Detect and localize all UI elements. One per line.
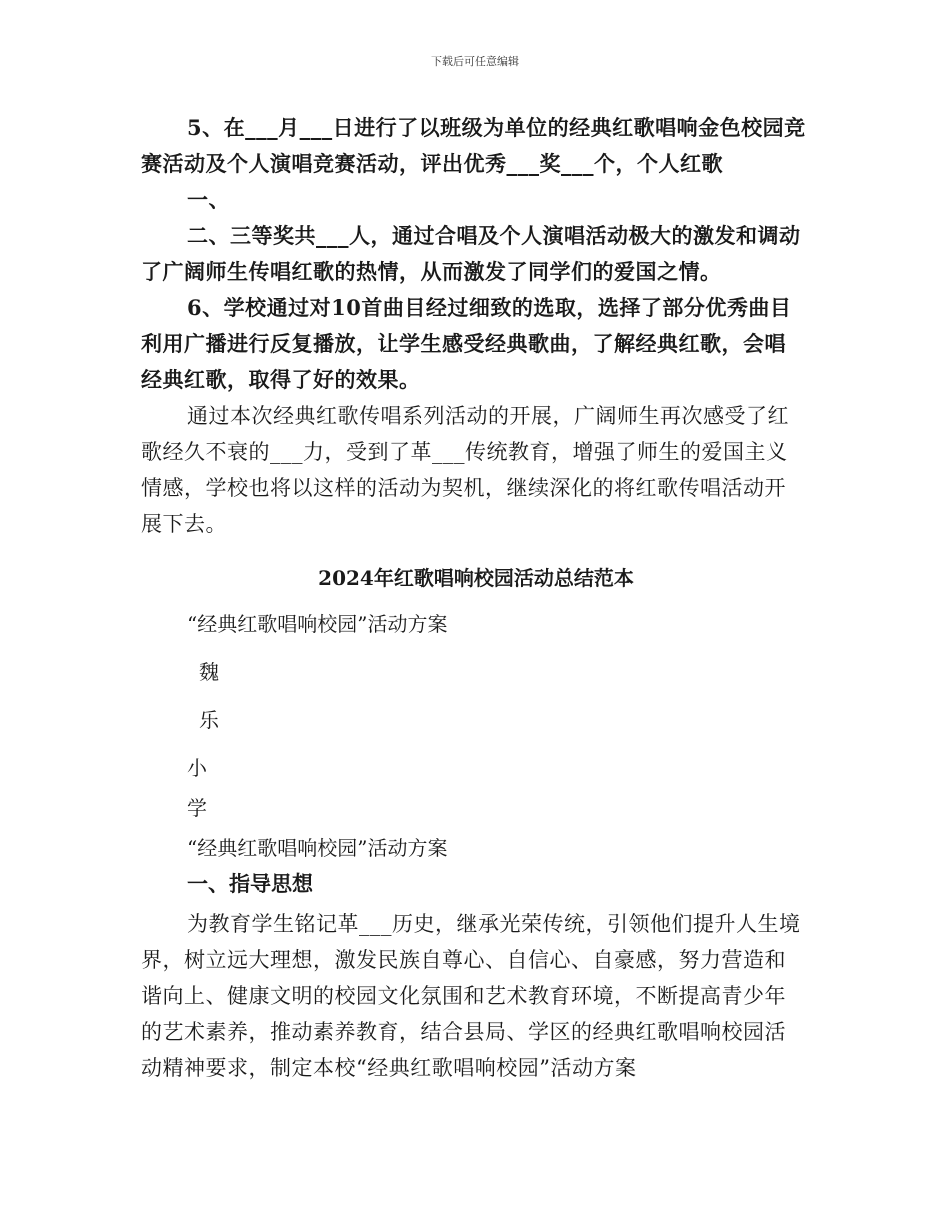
author-char: 魏 <box>199 660 219 684</box>
paragraph-line: 歌经久不衰的___力，受到了革___传统教育，增强了师生的爱国主义 <box>141 440 788 464</box>
plan-heading: “经典红歌唱响校园”活动方案 <box>187 836 448 860</box>
document-title: 2024年红歌唱响校园活动总结范本 <box>318 566 634 590</box>
author-char: 乐 <box>199 708 219 732</box>
page-header: 下载后可任意编辑 <box>431 55 519 68</box>
paragraph-line: 的艺术素养，推动素养教育，结合县局、学区的经典红歌唱响校园活 <box>141 1020 786 1044</box>
paragraph-line: 了广阔师生传唱红歌的热情，从而激发了同学们的爱国之情。 <box>141 259 722 284</box>
author-char: 学 <box>187 796 207 820</box>
section-heading: 一、指导思想 <box>187 871 313 896</box>
paragraph-line: 展下去。 <box>141 512 227 536</box>
paragraph-line: 动精神要求，制定本校“经典红歌唱响校园”活动方案 <box>141 1056 637 1080</box>
paragraph-line: 5、在___月___日进行了以班级为单位的经典红歌唱响金色校园竞 <box>187 115 806 140</box>
item-5 <box>141 110 811 290</box>
paragraph-line: 情感，学校也将以这样的活动为契机，继续深化的将红歌传唱活动开 <box>141 476 786 500</box>
plan-heading: “经典红歌唱响校园”活动方案 <box>187 612 448 636</box>
item-6 <box>141 290 811 398</box>
guiding-paragraph <box>141 906 811 1086</box>
author-char: 小 <box>187 756 207 780</box>
paragraph-line: 经典红歌，取得了好的效果。 <box>141 367 421 392</box>
document-body <box>141 110 811 1086</box>
paragraph-line: 二、三等奖共___人，通过合唱及个人演唱活动极大的激发和调动 <box>187 223 801 248</box>
paragraph-line: 界，树立远大理想，激发民族自尊心、自信心、自豪感，努力营造和 <box>141 948 786 972</box>
paragraph-line: 通过本次经典红歌传唱系列活动的开展，广阔师生再次感受了红 <box>187 404 789 428</box>
paragraph-line: 6、学校通过对10首曲目经过细致的选取，选择了部分优秀曲目 <box>187 295 792 320</box>
paragraph-line: 一、 <box>187 187 230 212</box>
summary-paragraph <box>141 398 811 542</box>
paragraph-line: 赛活动及个人演唱竞赛活动，评出优秀___奖___个，个人红歌 <box>141 151 723 176</box>
paragraph-line: 为教育学生铭记革___历史，继承光荣传统，引领他们提升人生境 <box>187 912 801 936</box>
paragraph-line: 利用广播进行反复播放，让学生感受经典歌曲，了解经典红歌，会唱 <box>141 331 786 356</box>
paragraph-line: 谐向上、健康文明的校园文化氛围和艺术教育环境，不断提高青少年 <box>141 984 786 1008</box>
